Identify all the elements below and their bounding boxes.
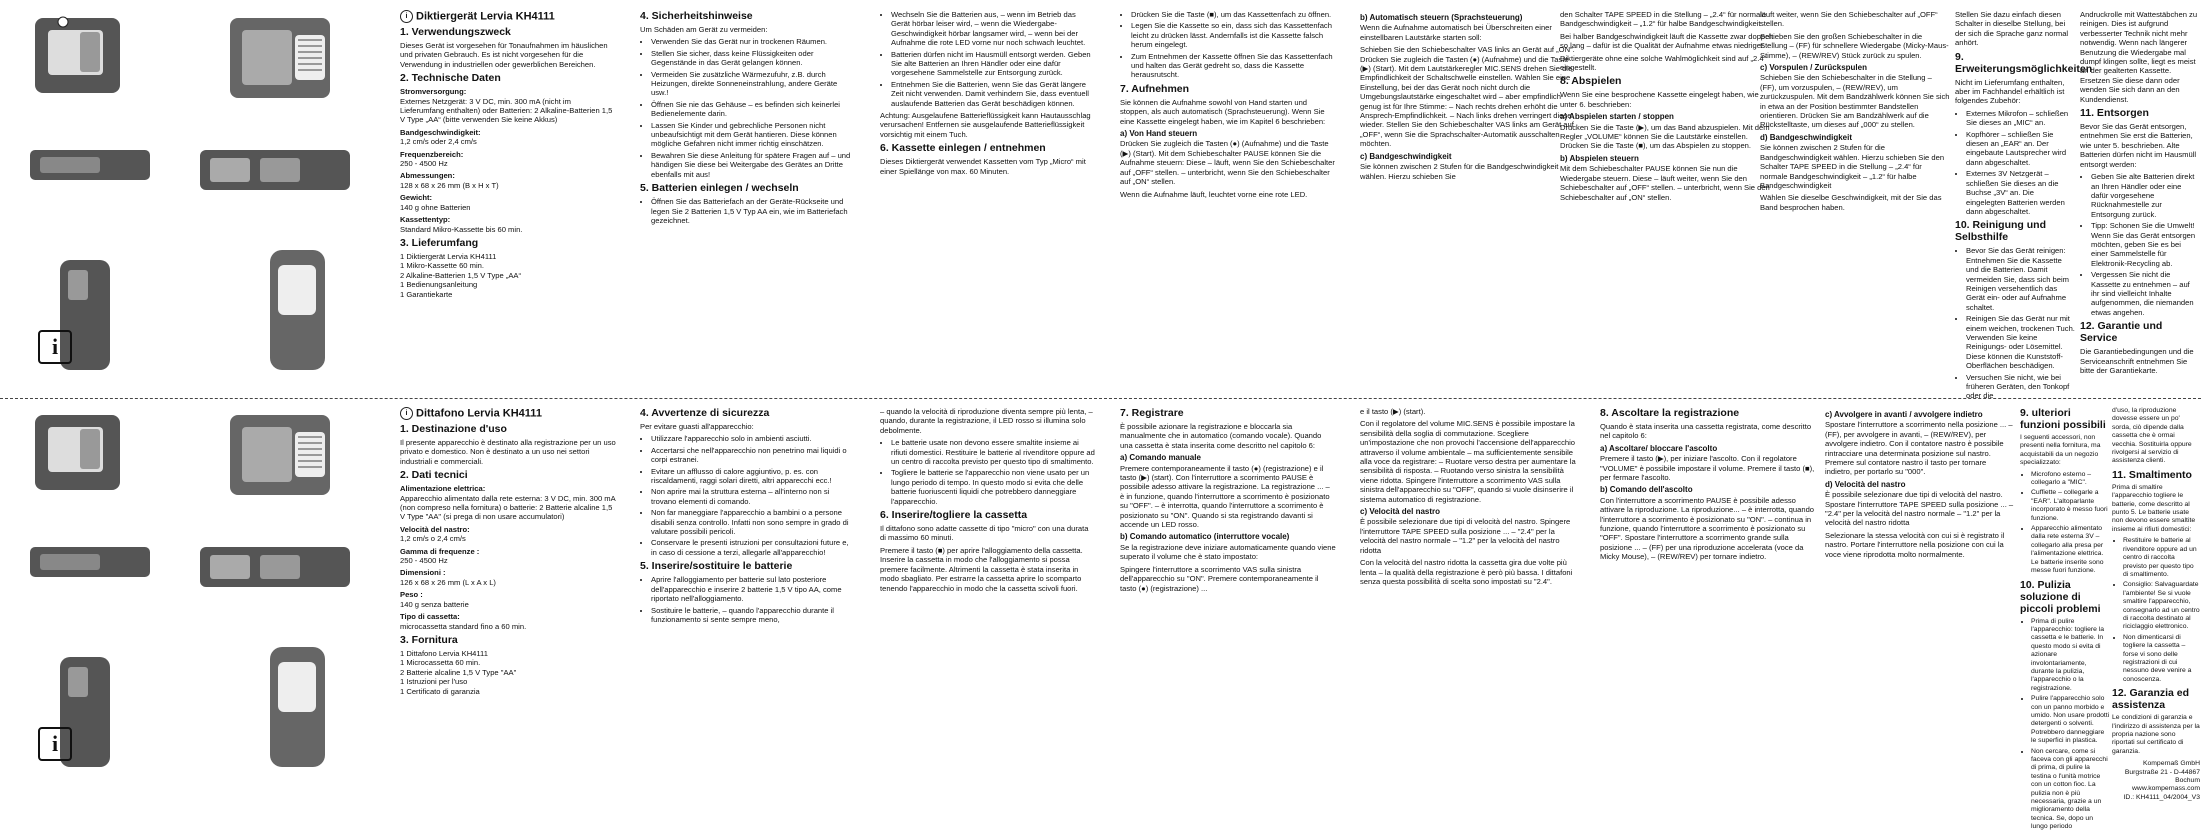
de-col-1 xyxy=(400,10,616,390)
de-auto-heading: b) Automatisch steuern (Sprachsteuerung) xyxy=(1360,13,1523,22)
list-item: • Vermeiden Sie zusätzliche Wärmezufuhr, z.B. durch Heizungen, direkte Sonneneinstrahlung, andere Geräte usw.! xyxy=(651,70,856,98)
it-col-7 xyxy=(1825,407,2015,787)
de-speed2-note: Wählen Sie dieselbe Geschwindigkeit, mit der Sie das Band besprochen haben. xyxy=(1760,193,1942,212)
de-col8-intro: Stellen Sie dazu einfach diesen Schalter in dieselbe Stellung, bei der sich die Sprache ganz normal anhört. xyxy=(1955,10,2069,48)
de-auto-text: Wenn die Aufnahme automatisch bei Überschreiten einer einstellbaren Lautstärke starten soll: xyxy=(1360,23,1552,42)
it-play-start-heading: a) Ascoltare/ bloccare l'ascolto xyxy=(1600,443,1718,453)
de-led-text: Wenn die Aufnahme läuft, leuchtet vorne eine rote LED. xyxy=(1120,189,1308,199)
de-manual-heading: a) Von Hand steuern xyxy=(1120,129,1198,139)
it-auto-text: Se la registrazione deve iniziare automaticamente quando viene superato il volume che è stato impostato: xyxy=(1120,542,1336,562)
it-freq-value: 250 - 4500 Hz xyxy=(400,556,448,566)
de-speed2-text: Sie können zwischen 2 Stufen für die Bandgeschwindigkeit wählen. Hierzu schieben Sie den Schalter TAPE SPEED in die Stellung – „2.4“ für normale Bandgeschwindigkeit – „1.2“ für halbe Bandgeschwindigkeit xyxy=(1760,143,1945,190)
info-book-icon: i xyxy=(38,330,72,364)
it-dim-label: Dimensioni : xyxy=(400,568,446,578)
de-heading-batteries: 5. Batterien einlegen / wechseln xyxy=(640,182,799,195)
company-address: Burgstraße 21 - D-44867 Bochum xyxy=(2124,768,2200,785)
it-speed2-heading: d) Velocità del nastro xyxy=(1825,479,1906,489)
de-play-control-steps: Mit dem Schiebeschalter PAUSE können Sie nun die Wiedergabe steuern. Diese – läuft weiter, wenn Sie den Schiebeschalter auf „OFF“ stellen. – unterbricht, wenn Sie den Schiebeschalter auf „ON“ stellen. xyxy=(1560,164,1770,202)
it-col5-intro: e il tasto (▶) (start). xyxy=(1360,407,1426,416)
list-item: • Bewahren Sie diese Anleitung für spätere Fragen auf – und händigen Sie diese bei Weitergabe des Gerätes an Dritte ebenfalls mit aus! xyxy=(651,151,856,179)
list-item: • Wechseln Sie die Batterien aus, – wenn im Betrieb das Gerät hörbar leiser wird, – wenn die Wiedergabe-Geschwindigkeit hörbar langsamer wird, – wenn bei der Aufnahme die rote LED vorne nur noch schwach leuchtet. xyxy=(891,10,1096,48)
it-cassette-steps: Premere il tasto (■) per aprire l'alloggiamento della cassetta. Inserire la cassetta in modo che l'alloggiamento si possa premere facilmente. Altrimenti la cassetta è stata inserita in modo sbagliato. Per estrarre la cassetta aprire lo scomparto tenendo l'apparecchio in modo che la cassetta scivoli fuori. xyxy=(880,545,1083,593)
de-power-value: Externes Netzgerät: 3 V DC, min. 300 mA (nicht im Lieferumfang enthalten) oder Batterien: 2 Alkaline-Batterien 1,5 V Type „AA“ (bitte verwenden Sie keine Akkus) xyxy=(400,96,613,125)
de-freq-label: Frequenzbereich: xyxy=(400,149,464,159)
list-item: • Non far maneggiare l'apparecchio a bambini o a persone disabili senza controllo. Infatti non sono sempre in grado di valutare possibili pericoli. xyxy=(651,508,856,536)
list-item: • Versuchen Sie nicht, wie bei früheren Geräten, den Tonkopf oder die xyxy=(1966,373,2075,401)
it-play-control-heading: b) Comando dell'ascolto xyxy=(1600,485,1693,495)
list-item: • Drücken Sie die Taste (■), um das Kassettenfach zu öffnen. xyxy=(1131,10,1336,19)
de-safety-intro: Um Schäden am Gerät zu vermeiden: xyxy=(640,25,768,34)
list-item: • Non cercare, come si faceva con gli apparecchi di prima, di pulire la testina o l'unità motrice con un cotton fioc. La pulizia non è più necessaria, grazie a un miglioramento della tecnica. Se, dopo un lungo periodo xyxy=(2031,748,2110,832)
de-col7-intro: läuft weiter, wenn Sie den Schiebeschalter auf „OFF“ stellen. xyxy=(1760,10,1938,29)
it-heading-play: 8. Ascoltare la registrazione xyxy=(1600,407,1740,419)
de-speed-value: 1,2 cm/s oder 2,4 cm/s xyxy=(400,137,477,147)
de-heading-play: 8. Abspielen xyxy=(1560,75,1622,88)
it-title: Dittafono Lervia KH4111 xyxy=(416,407,542,420)
it-col3-intro: – quando la velocità di riproduzione diventa sempre più lenta, – quando, durante la registrazione, il LED rosso si illumina solo debolmente. xyxy=(880,407,1093,435)
list-item: • Lassen Sie Kinder und gebrechliche Personen nicht unbeaufsichtigt mit dem Gerät hantieren. Diese können mögliche Gefahren nicht immer richtig einschätzen. xyxy=(651,121,856,149)
it-heading-extensions: 9. ulteriori funzioni possibili xyxy=(2020,407,2106,431)
list-item: • Verwenden Sie das Gerät nur in trockenen Räumen. xyxy=(651,37,856,46)
list-item: • Cuffiette – collegarle a "EAR". L'altoparlante incorporato è messo fuori funzione. xyxy=(2031,489,2110,523)
list-item: • Utilizzare l'apparecchio solo in ambienti asciutti. xyxy=(651,434,856,443)
it-weight-label: Peso : xyxy=(400,590,423,600)
de-title: Diktiergerät Lervia KH4111 xyxy=(416,10,555,23)
list-item: • Legen Sie die Kassette so ein, dass sich das Kassettenfach leicht zu drücken lässt. Andernfalls ist die Kassette falsch herum eingelegt. xyxy=(1131,21,1336,49)
it-tapespeed-note: Con la velocità del nastro ridotta la cassetta gira due volte più lenta – la qualità della registrazione è però più bassa. I dittafoni senza questa possibilità di scelta sono impostati su "2.4". xyxy=(1360,558,1573,586)
it-heading-delivery: 3. Fornitura xyxy=(400,633,458,646)
de-heading-tech: 2. Technische Daten xyxy=(400,72,501,85)
it-power-value: Apparecchio alimentato dalla rete esterna: 3 V DC, min. 300 mA (non compreso nella fornitura) o batterie: 2 Batterie alcaline 1,5 V Type "AA" (si prega di non usare accumulatori) xyxy=(400,493,616,522)
de-usage-text: Dieses Gerät ist vorgesehen für Tonaufnahmen im häuslichen und privaten Gebrauch. Es ist nicht vorgesehen für die Verwendung in industriellen oder gewerblichen Bereichen. xyxy=(400,41,608,69)
it-safety-intro: Per evitare guasti all'apparecchio: xyxy=(640,422,754,431)
de-heading-extensions: 9. Erweiterungsmöglichkeiten xyxy=(1955,50,2093,75)
de-speed-note2: Diktiergeräte ohne eine solche Wahlmöglichkeit sind auf „2.4“ eingestellt. xyxy=(1560,53,1767,73)
list-item: • Non aprire mai la struttura esterna – all'interno non si trovano elementi di comando. xyxy=(651,487,856,506)
de-heading-warranty: 12. Garantie und Service xyxy=(2080,320,2163,345)
de-play-start-heading: a) Abspielen starten / stoppen xyxy=(1560,112,1674,122)
list-item: • Prima di pulire l'apparecchio: togliere la cassetta e le batterie. In questo modo si evita di azionare involontariamente, durante la pulizia, l'apparecchio o la registrazione. xyxy=(2031,618,2110,694)
de-cassette-text: Dieses Diktiergerät verwendet Kassetten vom Typ „Micro“ mit einer Spiellänge von max. 60 Minuten. xyxy=(880,157,1086,176)
de-speed2-heading: d) Bandgeschwindigkeit xyxy=(1760,132,1853,142)
it-col-6 xyxy=(1600,407,1816,787)
it-warranty-text: Le condizioni di garanzia e l'indirizzo di assistenza per la propria nazione sono riportati sul certificato di garanzia. xyxy=(2112,714,2200,755)
de-delivery-list: 1 Diktiergerät Lervia KH4111 1 Mikro-Kassette 60 min. 2 Alkaline-Batterien 1,5 V Type „AA“ 1 Bedienungsanleitung 1 Garantiekarte xyxy=(400,251,522,299)
it-play-control-steps: Con l'interruttore a scorrimento PAUSE è possibile adesso attivare la riproduzione. La riproduzione... – è interrotta, quando l'interruttore a scorrimento è posizionato su "ON". – continua in funzione, quando l'interruttore a scorrimento è posizionato su "OFF". Spostare l'interruttore a scorrimento grande sulla posizione ... – (FF) per una riproduzione accelerata (voce da Micky Mouse), – (REW/REV) per tornare indietro. xyxy=(1600,495,1815,562)
list-item: • Stellen Sie sicher, dass keine Flüssigkeiten oder Gegenstände in das Gerät gelangen können. xyxy=(651,49,856,68)
list-item: • Bevor Sie das Gerät reinigen: Entnehmen Sie die Kassette und die Batterien. Damit vermeiden Sie, dass sich beim Reinigen versehentlich das Gerät ein- oder auf Aufnahme schaltet. xyxy=(1966,246,2075,312)
de-col-7 xyxy=(1760,10,1950,390)
info-circle-icon: i xyxy=(400,10,413,23)
it-tapespeed-heading: c) Velocità del nastro xyxy=(1360,507,1441,517)
it-power-label: Alimentazione elettrica: xyxy=(400,484,486,494)
de-col-4 xyxy=(1120,10,1336,390)
de-heading-safety: 4. Sicherheitshinweise xyxy=(640,10,753,22)
de-col-6 xyxy=(1560,10,1776,390)
list-item: • Le batterie usate non devono essere smaltite insieme ai rifiuti domestici. Restituire le batterie al rivenditore oppure ad un centro di raccolta previsto per questo tipo di smaltimento. xyxy=(891,438,1096,466)
list-item: • Consiglio: Salvaguardate l'ambiente! Se si vuole smaltire l'apparecchio, consegnarlo ad un centro di raccolta destinato al riciclaggio elettronico. xyxy=(2123,581,2200,631)
de-ff-steps: Schieben Sie den großen Schiebeschalter in die Stellung – (FF) für schnellere Wiedergabe (Micky-Maus-Stimme), – (REW/REV) Stück zurück zu spulen. xyxy=(1760,31,1949,60)
it-delivery-list: 1 Dittafono Lervia KH4111 1 Microcassetta 60 min. 2 Batterie alcaline 1,5 V Type "AA" 1 Istruzioni per l'uso 1 Certificato di garanzia xyxy=(400,648,517,696)
list-item: • Togliere le batterie se l'apparecchio non viene usato per un lungo periodo di tempo. In questo modo si evita che delle batterie fuoriuscenti liquidi che potrebbero danneggiare l'apparecchio. xyxy=(891,468,1096,506)
list-item: • Vergessen Sie nicht die Kassette zu entnehmen – auf ihr sind vielleicht Inhalte aufgenommen, die niemanden etwas angehen. xyxy=(2091,270,2198,317)
de-dim-label: Abmessungen: xyxy=(400,171,455,181)
it-tapespeed-text: È possibile selezionare due tipi di velocità del nastro. Spingere l'interruttore TAPE SPEED sulla posizione ... – "2.4" per la velocità del nastro normale – "1.2" per la velocità del nastro ridotta xyxy=(1360,517,1571,555)
de-disposal-text: Bevor Sie das Gerät entsorgen, entnehmen Sie erst die Batterien, wie unter 5. beschrieben. Alte Batterien dürfen nicht im Hausmüll entsorgt werden: xyxy=(2080,122,2197,169)
list-item: • Apparecchio alimentato dalla rete esterna 3V – collegarlo alla presa per l'alimentazione elettrica. Le batterie inserite sono messe fuori funzione. xyxy=(2031,525,2110,575)
device-diagram xyxy=(20,407,390,787)
de-heading-cassette: 6. Kassette einlegen / entnehmen xyxy=(880,142,1046,155)
list-item: • Accertarsi che nell'apparecchio non penetrino mai liquidi o corpi estranei. xyxy=(651,446,856,465)
de-extensions-text: Nicht im Lieferumfang enthalten, aber im Fachhandel erhältlich ist folgendes Zubehör: xyxy=(1955,77,2065,106)
it-wind-heading: c) Avvolgere in avanti / avvolgere indietro xyxy=(1825,410,1983,419)
list-item: • Conservare le presenti istruzioni per consultazioni future e, in caso di cessione a terzi, allegarle all'apparecchio! xyxy=(651,538,856,557)
de-warranty-text: Die Garantiebedingungen und die Serviceanschrift entnehmen Sie bitte der Garantiekarte. xyxy=(2080,347,2194,375)
de-dim-value: 128 x 68 x 26 mm (B x H x T) xyxy=(400,180,499,190)
it-col-5 xyxy=(1360,407,1576,787)
list-item: • Entnehmen Sie die Batterien, wenn Sie das Gerät längere Zeit nicht verwenden. Damit verhindern Sie, dass eventuell auslaufende Batterien das Gerät beschädigen können. xyxy=(891,80,1096,108)
de-play-text: Wenn Sie eine besprochene Kassette eingelegt haben, wie unter 6. beschrieben: xyxy=(1560,90,1759,109)
list-item: • Externes Mikrofon – schließen Sie dieses an „MIC“ an. xyxy=(1966,109,2075,128)
de-speed-label: Bandgeschwindigkeit: xyxy=(400,127,481,137)
it-col-2 xyxy=(640,407,856,787)
device-illustrations xyxy=(20,10,390,390)
de-wind-steps: Schieben Sie den Schiebeschalter in die Stellung – (FF), um vorzuspulen, – (REW/REV), um zurückzuspulen. Mit dem Bandzählwerk können Sie sich in etwa an der Position bestimmter Bandstellen orientieren. Drücken Sie am Bandzählwerk auf die Rückstelltaste, um dieses auf „000“ zu stellen. xyxy=(1760,73,1950,130)
it-record-text: È possibile azionare la registrazione e bloccarla sia manualmente che in automatico (comando vocale). Quando una cassetta è stata inserita come descritto nel capitolo 6: xyxy=(1120,422,1322,450)
it-speed-label: Velocità del nastro: xyxy=(400,524,470,534)
de-col-2 xyxy=(640,10,856,390)
it-heading-record: 7. Registrare xyxy=(1120,407,1184,419)
it-heading-warranty: 12. Garanzia ed assistenza xyxy=(2112,687,2190,712)
device-diagram xyxy=(20,10,390,390)
de-heading-usage: 1. Verwendungszweck xyxy=(400,26,511,38)
de-auto-steps: Schieben Sie den Schiebeschalter VAS links an Gerät auf „ON“. Drücken Sie zugleich die Tasten (●) (Aufnahme) und die Taste (▶) (Start). Mit dem Lautstärkeregler MIC.SENS drehen Sie die Empfindlichkeit der Schaltschwelle einstellen. Wählen Sie eine Einstellung, bei der das Gerät noch nicht durch die Umgebungslautstärke eingeschaltet wird – aber empfindlich genug ist für Ihre Stimme: – Nach rechts drehen erhöht die Ansprech-Empfindlichkeit. – Nach links drehen verringert diese wieder. Stellen Sie den Schiebeschalter VAS links am Gerät auf „OFF“, wenn Sie die Sprachschalter-Automatik ausschalten möchten. xyxy=(1360,45,1575,149)
list-item: • Sostituire le batterie, – quando l'apparecchio durante il funzionamento si sente sempre meno, xyxy=(651,606,856,625)
de-col9-intro: Andruckrolle mit Wattestäbchen zu reinigen. Dies ist aufgrund verbesserter Technik nicht mehr notwendig. Wenn nach längerer Benutzung die Wiedergabe mal dumpf klingen sollte, liegt es meist an der gealterten Kassette. Ersetzen Sie diese dann oder wenden Sie sich dann an den Kundendienst. xyxy=(2080,10,2198,104)
it-col-1 xyxy=(400,407,616,787)
list-item: • Geben Sie alte Batterien direkt an Ihren Händler oder eine dafür vorgesehene Rücknahmestelle zur Entsorgung zurück. xyxy=(2091,172,2198,219)
list-item: • Externes 3V Netzgerät – schließen Sie dieses an die Buchse „3V“ an. Die eingelegten Batterien werden dann abgeschaltet. xyxy=(1966,169,2075,216)
it-speed2-note: Selezionare la stessa velocità con cui si è registrato il nastro. Portare l'interruttore nella posizione con cui la voce viene riprodotta molto normalmente. xyxy=(1825,530,2005,559)
list-item: • Batterien dürfen nicht im Hausmüll entsorgt werden. Geben Sie alte Batterien an Ihren Händler oder eine dafür vorgesehene Sammelstelle zur Entsorgung zurück. xyxy=(891,50,1096,78)
list-item: • Aprire l'alloggiamento per batterie sul lato posteriore dell'apparecchio e inserire 2 batterie 1,5 V tipo AA, come riportato nell'alloggiamento. xyxy=(651,575,856,603)
it-col-8 xyxy=(2020,407,2110,831)
it-auto-steps: Spingere l'interruttore a scorrimento VAS sulla sinistra dell'apparecchio su "ON". Premere contemporaneamente il tasto (●) (registrazione) ... xyxy=(1120,564,1319,593)
it-heading-usage: 1. Destinazione d'uso xyxy=(400,423,507,435)
list-item: • Öffnen Sie das Batteriefach an der Geräte-Rückseite und legen Sie 2 Batterien 1,5 V Typ AA ein, wie im Batteriefach gezeichnet. xyxy=(651,197,856,225)
it-col9-intro: d'uso, la riproduzione dovesse essere un po' sorda, ciò dipende dalla cassetta che è ormai vecchia. Sostituirla oppure rivolgersi al servizio di assistenza clienti. xyxy=(2112,407,2192,465)
de-speed-switch: den Schalter TAPE SPEED in die Stellung – „2.4“ für normale Bandgeschwindigkeit – „1.2“ für halbe Bandgeschwindigkeit xyxy=(1560,10,1767,29)
it-speed2-text: È possibile selezionare due tipi di velocità del nastro. Spostare l'interruttore TAPE SPEED sulla posizione ... – "2.4" per la velocità del nastro normale – "1.2" per la velocità del nastro ridotta xyxy=(1825,490,2014,528)
de-tapespeed-heading: c) Bandgeschwindigkeit xyxy=(1360,151,1452,161)
de-tape-value: Standard Mikro-Kassette bis 60 min. xyxy=(400,224,523,234)
it-heading-batteries: 5. Inserire/sostituire le batterie xyxy=(640,560,793,573)
document-id: ID.: KH4111_04/2004_V3 xyxy=(2123,793,2200,801)
de-play-control-heading: b) Abspielen steuern xyxy=(1560,153,1639,163)
it-cassette-text: Il dittafono sono adatte cassette di tipo "micro" con una durata di massimo 60 minuti. xyxy=(880,524,1089,543)
it-heading-disposal: 11. Smaltimento xyxy=(2112,468,2192,481)
list-item: • Restituire le batterie al rivenditore oppure ad un centro di raccolta previsto per questo tipo di smaltimento. xyxy=(2123,537,2200,579)
it-auto-heading: b) Comando automatico (interruttore vocale) xyxy=(1120,532,1290,542)
de-col-5 xyxy=(1360,10,1576,390)
de-col-8 xyxy=(1955,10,2093,401)
it-manual-heading: a) Comando manuale xyxy=(1120,453,1201,463)
device-illustrations xyxy=(20,407,390,787)
list-item: • Evitare un afflusso di calore aggiuntivo, p. es. con riscaldamenti, raggi solari diretti, altri apparecchi ecc.! xyxy=(651,467,856,486)
it-manual-steps: Premere contemporaneamente il tasto (●) (registrazione) e il tasto (▶) (start). Con l'interruttore a scorrimento PAUSE è possibile adesso attivare la registrazione. La registrazione ... – è in funzione, quando l'interruttore a scorrimento è posizionato su "OFF". – è interrotta, quando l'interruttore a scorrimento è posizionato su "ON". Quando si sta registrando davanti si accende un LED rosso. xyxy=(1120,463,1330,530)
list-item: • Microfono esterno – collegarlo a "MIC". xyxy=(2031,471,2110,488)
list-item: • Kopfhörer – schließen Sie diesen an „EAR“ an. Der eingebaute Lautsprecher wird dann abgeschaltet. xyxy=(1966,130,2075,168)
it-play-text: Quando è stata inserita una cassetta registrata, come descritto nel capitolo 6: xyxy=(1600,422,1812,441)
it-tape-value: microcassetta standard fino a 60 min. xyxy=(400,621,527,631)
de-tape-label: Kassettentyp: xyxy=(400,215,451,225)
it-col-9 xyxy=(2112,407,2200,801)
it-freq-label: Gamma di frequenze : xyxy=(400,546,480,556)
it-extensions-text: I seguenti accessori, non presenti nella fornitura, ma acquistabili da un negozio specializzato: xyxy=(2020,434,2101,467)
it-play-start-steps: Premere il tasto (▶), per iniziare l'ascolto. Con il regolatore "VOLUME" è possibile impostare il volume. Premere il tasto (■), per fermare l'ascolto. xyxy=(1600,454,1815,483)
it-usage-text: Il presente apparecchio è destinato alla registrazione per un uso privato e domestico. Non è destinato a un uso nei settori industriali e commerciali. xyxy=(400,438,616,466)
de-heading-disposal: 11. Entsorgen xyxy=(2080,107,2149,120)
de-battery-warning: Achtung: Ausgelaufene Batterieflüssigkeit kann Hautausschlag verursachen! Entfernen sie ausgelaufende Batterieflüssigkeit vorsichtig mit einem Tuch. xyxy=(880,111,1091,139)
it-heading-cassette: 6. Inserire/togliere la cassetta xyxy=(880,509,1028,522)
de-tapespeed-text: Sie können zwischen 2 Stufen für die Bandgeschwindigkeit wählen. Hierzu schieben Sie xyxy=(1360,162,1559,181)
it-dim-value: 126 x 68 x 26 mm (L x A x L) xyxy=(400,577,496,587)
it-weight-value: 140 g senza batterie xyxy=(400,599,469,609)
de-heading-cleaning: 10. Reinigung und Selbsthilfe xyxy=(1955,219,2046,244)
info-book-icon: i xyxy=(38,727,72,761)
list-item: • Reinigen Sie das Gerät nur mit einem weichen, trockenen Tuch. Verwenden Sie keine Reinigungs- oder Lösemittel. Diese können die Kunststoff-Oberflächen beschädigen. xyxy=(1966,314,2075,370)
it-speed-value: 1,2 cm/s o 2,4 cm/s xyxy=(400,534,466,544)
list-item: • Non dimenticarsi di togliere la cassetta – forse vi sono delle registrazioni di cui nessuno deve venire a conoscenza. xyxy=(2123,634,2200,684)
list-item: • Tipp: Schonen Sie die Umwelt! Wenn Sie das Gerät entsorgen möchten, geben Sie es bei einer Sammelstelle für Elektronik-Recycling ab. xyxy=(2091,221,2198,268)
de-col-9 xyxy=(2080,10,2198,390)
de-wind-heading: c) Vorspulen / Zurückspulen xyxy=(1760,63,1867,73)
info-circle-icon: i xyxy=(400,407,413,420)
it-heading-cleaning: 10. Pulizia soluzione di piccoli problemi xyxy=(2020,578,2101,615)
company-website: www.kompernass.com xyxy=(2132,785,2200,793)
de-power-label: Stromversorgung: xyxy=(400,87,467,97)
de-heading-record: 7. Aufnehmen xyxy=(1120,82,1190,95)
it-heading-safety: 4. Avvertenze di sicurezza xyxy=(640,407,770,419)
it-tape-label: Tipo di cassetta: xyxy=(400,612,460,622)
list-item: • Pulire l'apparecchio solo con un panno morbido e umido. Non usare prodotti detergenti o solventi. Potrebbero danneggiare le superfici in plastica. xyxy=(2031,695,2110,745)
de-play-start-steps: Drücken Sie die Taste (▶), um das Band abzuspielen. Mit dem Regler „VOLUME“ können Sie die Lautstärke einstellen. Drücken Sie die Taste (■), um das Abspielen zu stoppen. xyxy=(1560,122,1770,151)
de-heading-delivery: 3. Lieferumfang xyxy=(400,236,479,249)
list-item: • Zum Entnehmen der Kassette öffnen Sie das Kassettenfach und halten das Gerät gedreht so, dass die Kassette herausrutscht. xyxy=(1131,52,1336,80)
de-weight-label: Gewicht: xyxy=(400,193,433,203)
german-section xyxy=(0,10,2201,401)
de-speed-note: Bei halber Bandgeschwindigkeit läuft die Kassette zwar doppelt so lang – dafür ist die Qualität der Aufnahme etwas niedriger. xyxy=(1560,31,1774,51)
de-freq-value: 250 - 4500 Hz xyxy=(400,159,448,169)
company-name: Kompernaß GmbH xyxy=(2142,760,2200,768)
italian-section xyxy=(0,407,2201,831)
it-col-4 xyxy=(1120,407,1336,787)
list-item: • Öffnen Sie nie das Gehäuse – es befinden sich keinerlei Bedienelemente darin. xyxy=(651,100,856,119)
it-wind-steps: Spostare l'interruttore a scorrimento nella posizione ... – (FF), per avvolgere in avanti, – (REW/REV), per avvolgere indietro. Con il contatore nastro è possibile rintracciare una determinata posizione sul nastro. Premere sul contatore nastro il tasto per tornare indietro, per portarlo su "000". xyxy=(1825,420,2013,477)
de-weight-value: 140 g ohne Batterien xyxy=(400,202,471,212)
cut-line-divider xyxy=(0,398,2201,399)
de-manual-steps: Drücken Sie zugleich die Tasten (●) (Aufnahme) und die Taste (▶) (Start). Mit dem Schiebeschalter PAUSE können Sie die Aufnahme steuern: Diese – läuft, wenn Sie den Schiebeschalter auf „OFF“ stellen. – unterbricht, wenn Sie den Schiebeschalter auf „ON“ stellen. xyxy=(1120,139,1335,187)
de-record-text: Sie können die Aufnahme sowohl von Hand starten und stoppen, als auch automatisch (Sprachsteuerung). Wenn Sie eine Kassette eingelegt haben, wie im Kapitel 6 beschrieben: xyxy=(1120,97,1326,126)
it-col5-steps: Con il regolatore del volume MIC.SENS è possibile impostare la sensibilità della soglia di commutazione. Scegliere un'impostazione che non provochi l'accensione dell'apparecchio attraverso il volume ambientale – ma sufficientemente sensibile alla voce da registrare: – Ruotare verso destra per aumentare la sensibilità di risposta. – Ruotando verso sinistra la sensibilità viene ridotta. Spingere l'interruttore a scorrimento VAS sulla sinistra dell'apparecchio su "OFF", quando si vuole disinserire il sistema automatico di registrazione. xyxy=(1360,419,1576,504)
it-heading-tech: 2. Dati tecnici xyxy=(400,469,468,482)
it-disposal-text: Prima di smaltire l'apparecchio togliere le batterie, come descritto al punto 5. Le batterie usate non devono essere smaltite insieme ai rifiuti domestici: xyxy=(2112,483,2196,533)
it-col-3 xyxy=(880,407,1096,787)
de-col-3 xyxy=(880,10,1096,390)
